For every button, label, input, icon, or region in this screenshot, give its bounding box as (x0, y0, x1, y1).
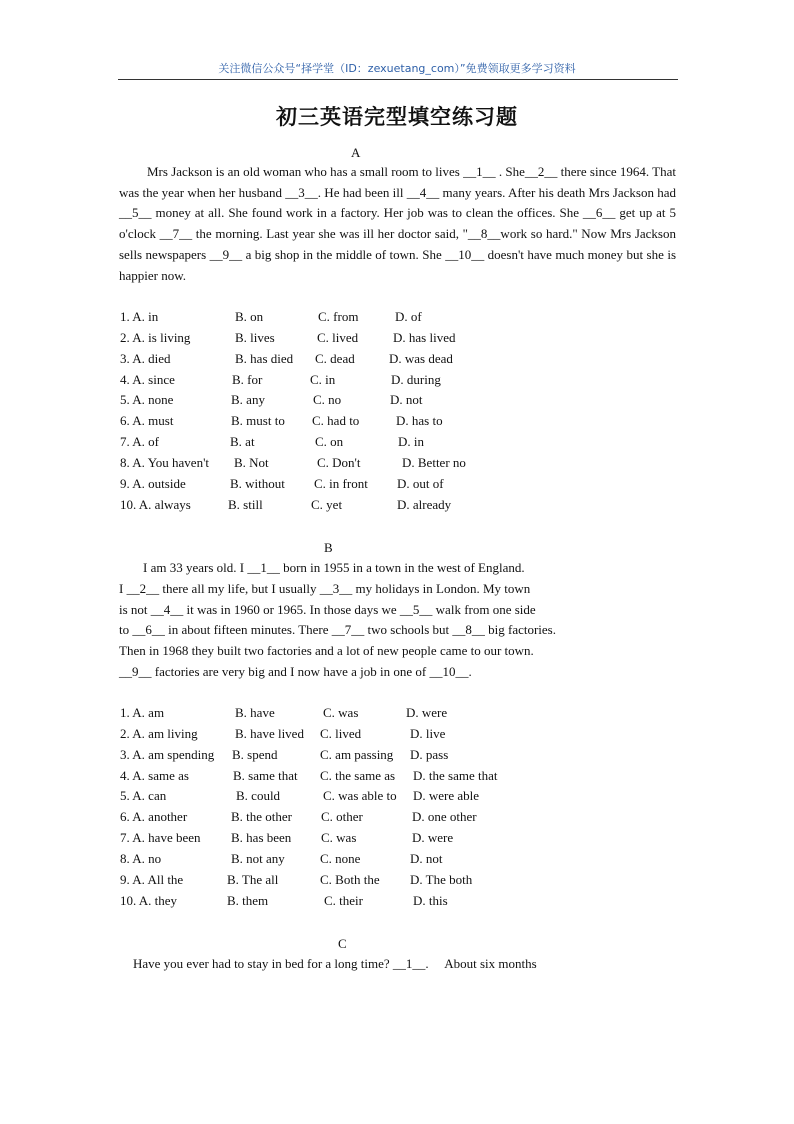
option-choice-b: B. same that (233, 767, 298, 783)
option-choice-d: D. this (413, 892, 448, 908)
option-choice-c: C. was (321, 830, 357, 846)
option-choice-c: C. in front (314, 475, 368, 491)
section-b-line: I __2__ there all my life, but I usually __3__ my holidays in London. My town (119, 580, 531, 596)
option-choice-d: D. was dead (389, 350, 453, 366)
section-b-line: is not __4__ it was in 1960 or 1965. In those days we __5__ walk from one side (119, 601, 536, 617)
option-choice-d: D. not (390, 392, 423, 408)
option-choice-d: D. were (406, 705, 448, 720)
section-b-line: __9__ factories are very big and I now have a job in one of __10__. (119, 663, 472, 679)
option-choice-b: B. have lived (235, 725, 304, 741)
option-choice-a: 2. A. am living (120, 725, 198, 741)
section-c-label: C (338, 936, 347, 951)
option-choice-d: D. during (391, 371, 441, 387)
option-choice-b: B. must to (231, 413, 285, 429)
option-choice-a: 10. A. they (120, 892, 178, 908)
option-choice-b: B. for (232, 371, 263, 387)
option-choice-c: C. Both the (320, 871, 380, 887)
option-choice-a: 9. A. All the (120, 871, 184, 887)
option-choice-b: B. the other (231, 809, 293, 825)
option-choice-b: B. any (231, 392, 265, 408)
option-choice-a: 8. A. You haven't (120, 454, 210, 470)
option-choice-b: B. without (230, 475, 285, 491)
option-choice-c: C. in (310, 371, 336, 387)
option-choice-b: B. lives (235, 329, 275, 345)
option-choice-a: 1. A. in (120, 309, 159, 324)
option-choice-c: C. am passing (320, 746, 394, 762)
option-choice-b: B. on (235, 309, 264, 324)
option-choice-a: 6. A. another (120, 809, 188, 825)
option-choice-c: C. no (313, 392, 342, 408)
option-choice-b: B. The all (227, 871, 279, 887)
option-choice-a: 10. A. always (120, 496, 191, 512)
option-choice-a: 8. A. no (120, 850, 162, 866)
option-choice-c: C. Don't (317, 454, 361, 470)
option-choice-a: 4. A. same as (120, 767, 189, 783)
header-divider (118, 79, 678, 80)
option-choice-b: B. has died (235, 350, 294, 366)
option-choice-d: D. one other (412, 809, 477, 825)
option-choice-c: C. on (315, 434, 344, 450)
section-c-first-line: Have you ever had to stay in bed for a long time? __1__. About six months (133, 956, 537, 971)
option-choice-b: B. has been (231, 830, 292, 846)
option-choice-b: B. at (230, 434, 255, 450)
option-choice-b: B. them (227, 892, 269, 908)
option-choice-d: D. pass (410, 746, 449, 762)
option-choice-d: D. out of (397, 475, 444, 491)
option-choice-d: D. of (395, 309, 422, 324)
option-choice-d: D. has lived (393, 329, 456, 345)
option-choice-a: 7. A. of (120, 434, 159, 450)
section-b-line: Then in 1968 they built two factories and a lot of new people came to our town. (119, 643, 534, 659)
option-choice-c: C. lived (317, 329, 359, 345)
option-choice-d: D. the same that (413, 767, 498, 783)
option-choice-a: 5. A. can (120, 788, 167, 804)
section-a-label: A (351, 145, 361, 160)
option-choice-a: 6. A. must (120, 413, 174, 429)
option-choice-a: 9. A. outside (120, 475, 186, 491)
option-choice-d: D. already (397, 496, 452, 512)
option-choice-c: C. their (324, 892, 363, 908)
document-title: 初三英语完型填空练习题 (276, 104, 518, 129)
option-choice-d: D. has to (396, 413, 443, 429)
page-header: 关注微信公众号“择学堂（ID：zexuetang_com）”免费领取更多学习资料 (218, 62, 576, 75)
option-choice-b: B. spend (232, 746, 278, 762)
option-choice-a: 7. A. have been (120, 830, 201, 846)
section-b-passage (119, 558, 556, 683)
option-choice-c: C. yet (311, 496, 343, 512)
option-choice-c: C. had to (312, 413, 360, 429)
option-choice-a: 2. A. is living (120, 329, 191, 345)
option-choice-c: C. dead (315, 350, 355, 366)
section-b-line: I am 33 years old. I __1__ born in 1955 in a town in the west of England. (143, 560, 525, 575)
option-choice-b: B. have (235, 705, 275, 720)
section-a-passage (119, 162, 676, 286)
option-choice-a: 4. A. since (120, 371, 175, 387)
option-choice-d: D. in (398, 434, 424, 450)
option-choice-d: D. live (410, 725, 446, 741)
option-choice-c: C. from (318, 309, 359, 324)
option-choice-a: 3. A. am spending (120, 746, 215, 762)
option-choice-d: D. not (410, 850, 443, 866)
option-choice-d: D. The both (410, 871, 473, 887)
section-b-label: B (324, 540, 333, 555)
option-choice-b: B. not any (231, 850, 285, 866)
option-choice-b: B. Not (234, 454, 269, 470)
option-choice-c: C. the same as (320, 767, 396, 783)
option-choice-b: B. could (236, 788, 281, 804)
option-choice-c: C. lived (320, 725, 362, 741)
option-choice-a: 5. A. none (120, 392, 174, 408)
section-a-passage-text: Mrs Jackson is an old woman who has a small room to lives __1__ . She__2__ there since 1964. That was the year when her husband __3__. He had been ill __4__ many years. After his death Mrs Jackson had __5__ money at all. She found work in a factory. Her job was to clean the offices. She __6__ get up at 5 o'clock __7__ the morning. Last year she was ill her doctor said, "__8__work so hard." Now Mrs Jackson sells newspapers __9__ a big shop in the middle of town. She __10__ doesn't have much money but she is happier now. (119, 164, 676, 283)
option-choice-a: 3. A. died (120, 350, 171, 366)
option-choice-d: D. were (412, 830, 454, 846)
option-choice-c: C. was able to (323, 788, 397, 804)
option-choice-d: D. were able (413, 788, 480, 804)
option-choice-c: C. none (320, 850, 361, 866)
option-choice-d: D. Better no (402, 454, 466, 470)
option-choice-a: 1. A. am (120, 705, 165, 720)
option-choice-c: C. was (323, 705, 359, 720)
option-choice-c: C. other (321, 809, 363, 825)
option-choice-b: B. still (228, 496, 263, 512)
section-b-line: to __6__ in about fifteen minutes. There __7__ two schools but __8__ big factories. (119, 622, 556, 638)
